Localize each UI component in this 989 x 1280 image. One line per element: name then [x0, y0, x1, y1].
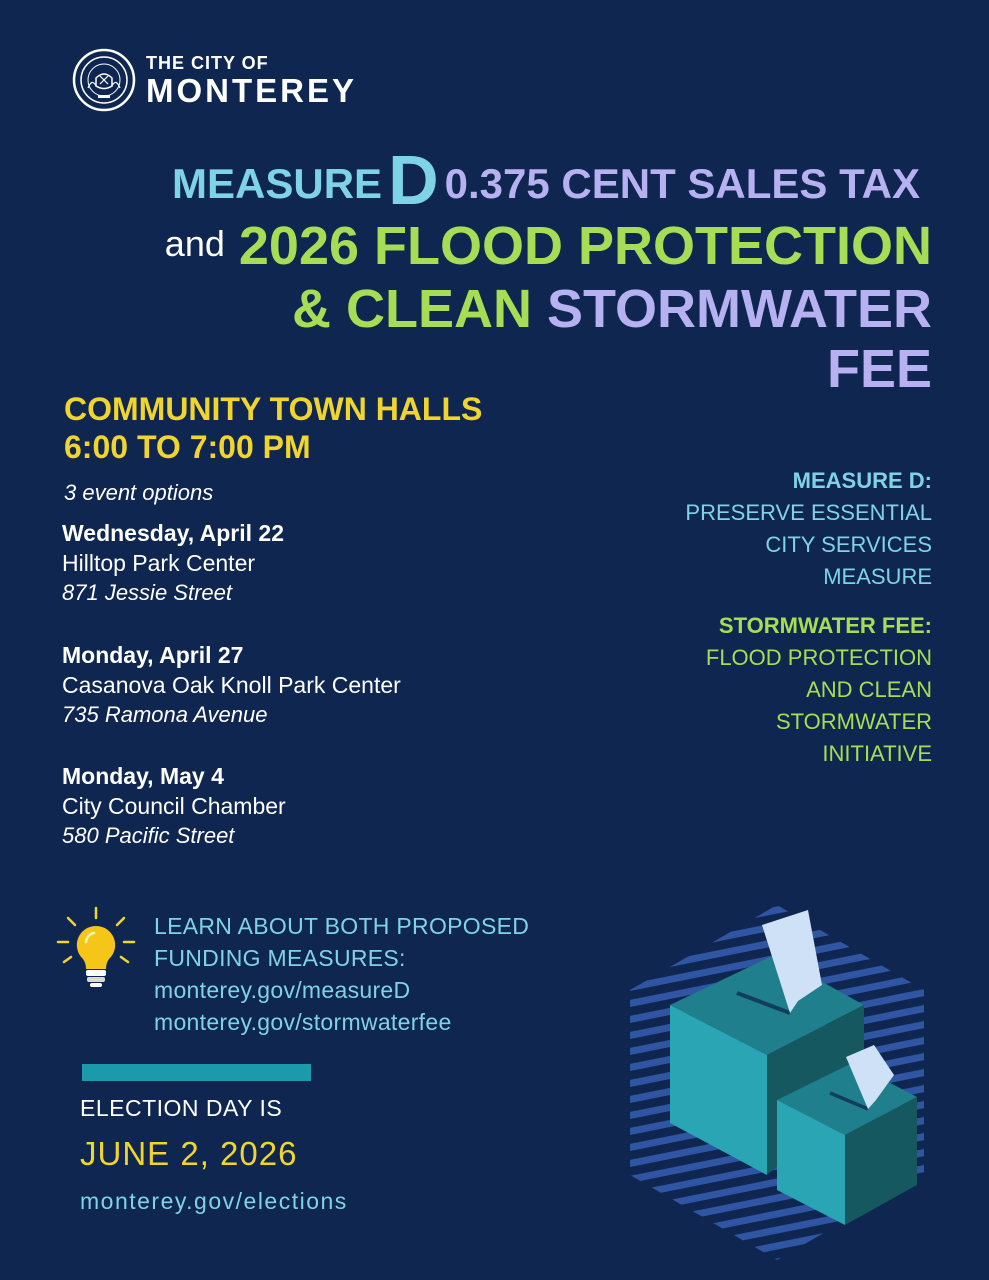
- town-halls-time: 6:00 TO 7:00 PM: [64, 429, 311, 465]
- learn-line2: FUNDING MEASURES:: [154, 945, 406, 971]
- sales-tax-text: 0.375 CENT SALES TAX: [444, 160, 920, 207]
- event-options-text: 3 event options: [64, 480, 214, 505]
- measure-d-description: [685, 465, 932, 593]
- event-date: Wednesday, April 22: [62, 520, 284, 546]
- event-address: 735 Ramona Avenue: [62, 702, 268, 727]
- measure-word: MEASURE: [172, 160, 383, 207]
- headline-line2: [0, 215, 932, 277]
- ballot-boxes-illustration: [612, 905, 942, 1260]
- stormwater-fee-link[interactable]: monterey.gov/stormwaterfee: [154, 1009, 452, 1035]
- learn-more-block: [154, 910, 529, 1038]
- event-place: City Council Chamber: [62, 793, 286, 819]
- event-address: 580 Pacific Street: [62, 823, 235, 848]
- event-item: [62, 640, 582, 730]
- election-date: JUNE 2, 2026: [80, 1135, 298, 1172]
- lightbulb-icon: [56, 906, 136, 990]
- city-seal-icon: [72, 48, 136, 112]
- election-label: ELECTION DAY IS: [80, 1095, 283, 1121]
- town-halls-title-line1: COMMUNITY TOWN HALLS: [64, 391, 483, 427]
- flood-protection-text: 2026 FLOOD PROTECTION: [238, 216, 932, 276]
- event-item: [62, 518, 582, 608]
- headline-line4: FEE: [826, 339, 932, 399]
- measure-d-line: MEASURE: [823, 564, 932, 589]
- event-address: 871 Jessie Street: [62, 580, 232, 605]
- divider-bar: [82, 1064, 311, 1081]
- event-item: [62, 761, 582, 851]
- event-place: Casanova Oak Knoll Park Center: [62, 672, 401, 698]
- headline-line1: [0, 140, 920, 220]
- measure-d-heading: MEASURE D:: [792, 468, 932, 493]
- town-halls-title: [64, 390, 482, 466]
- measure-d-link[interactable]: monterey.gov/measureD: [154, 977, 411, 1003]
- event-place: Hilltop Park Center: [62, 550, 256, 576]
- stormwater-line: INITIATIVE: [822, 741, 932, 766]
- clean-text: & CLEAN: [291, 279, 532, 339]
- stormwater-text: STORMWATER: [547, 279, 932, 339]
- stormwater-line: STORMWATER: [775, 709, 932, 734]
- event-date: Monday, May 4: [62, 763, 224, 789]
- measure-d-line: PRESERVE ESSENTIAL: [685, 500, 932, 525]
- event-date: Monday, April 27: [62, 642, 244, 668]
- elections-link[interactable]: monterey.gov/elections: [80, 1188, 348, 1214]
- headline-line3: [0, 278, 932, 340]
- stormwater-fee-description: [706, 610, 932, 770]
- stormwater-heading: STORMWATER FEE:: [718, 613, 932, 638]
- measure-letter: D: [388, 141, 439, 219]
- city-logo: [72, 48, 357, 112]
- logo-line1: THE CITY OF: [146, 52, 269, 73]
- stormwater-line: AND CLEAN: [806, 677, 932, 702]
- learn-line1: LEARN ABOUT BOTH PROPOSED: [154, 913, 530, 939]
- stormwater-line: FLOOD PROTECTION: [705, 645, 932, 670]
- measure-d-line: CITY SERVICES: [765, 532, 932, 557]
- logo-line2: MONTEREY: [146, 71, 358, 109]
- and-text: and: [164, 223, 225, 264]
